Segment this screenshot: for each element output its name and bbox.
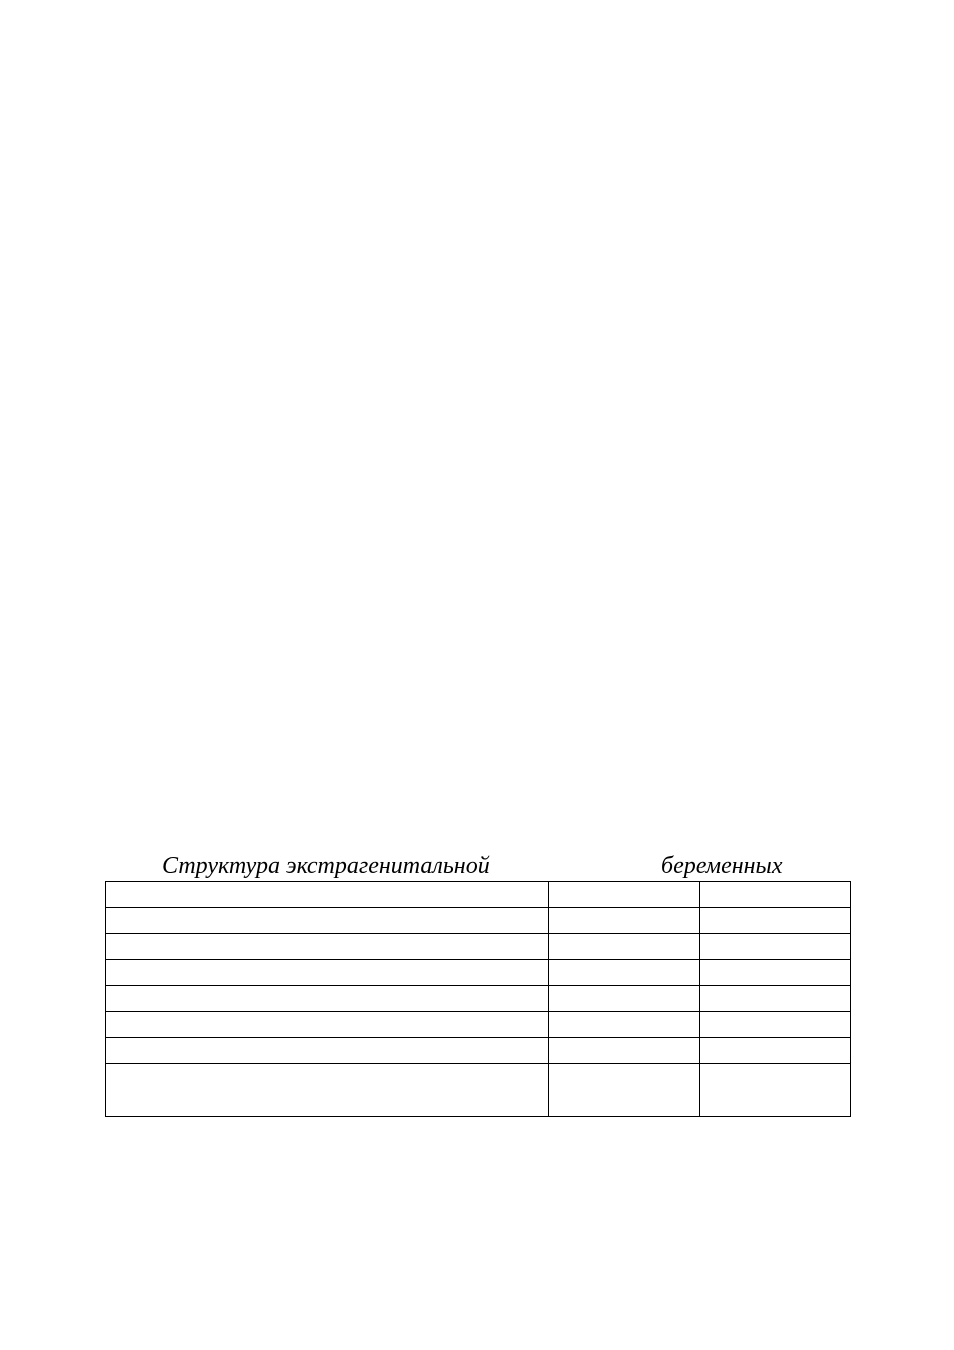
table-cell [700,960,851,986]
table-row [106,908,851,934]
table-row [106,934,851,960]
table-cell [106,986,549,1012]
table-row [106,1064,851,1117]
table-row [106,882,851,908]
table-cell [549,1012,700,1038]
table-cell [700,1038,851,1064]
table-cell [700,934,851,960]
table-cell [700,1012,851,1038]
table-cell [700,882,851,908]
table-cell [106,1012,549,1038]
table-cell [106,882,549,908]
table-cell [700,908,851,934]
table-cell [106,908,549,934]
table-row [106,960,851,986]
table-cell [549,908,700,934]
table-cell [549,986,700,1012]
table-caption-right: беременных [661,853,783,879]
table-cell [549,1064,700,1117]
table-row [106,1012,851,1038]
table-cell [106,960,549,986]
table-cell [549,882,700,908]
table-cell [549,960,700,986]
table-caption-left: Структура экстрагенитальной [162,853,490,879]
table-cell [700,1064,851,1117]
table-cell [549,934,700,960]
table-row [106,986,851,1012]
table-cell [549,1038,700,1064]
table-cell [106,1038,549,1064]
structure-table [105,881,851,1117]
table-cell [106,1064,549,1117]
table-row [106,1038,851,1064]
table-cell [700,986,851,1012]
table-cell [106,934,549,960]
